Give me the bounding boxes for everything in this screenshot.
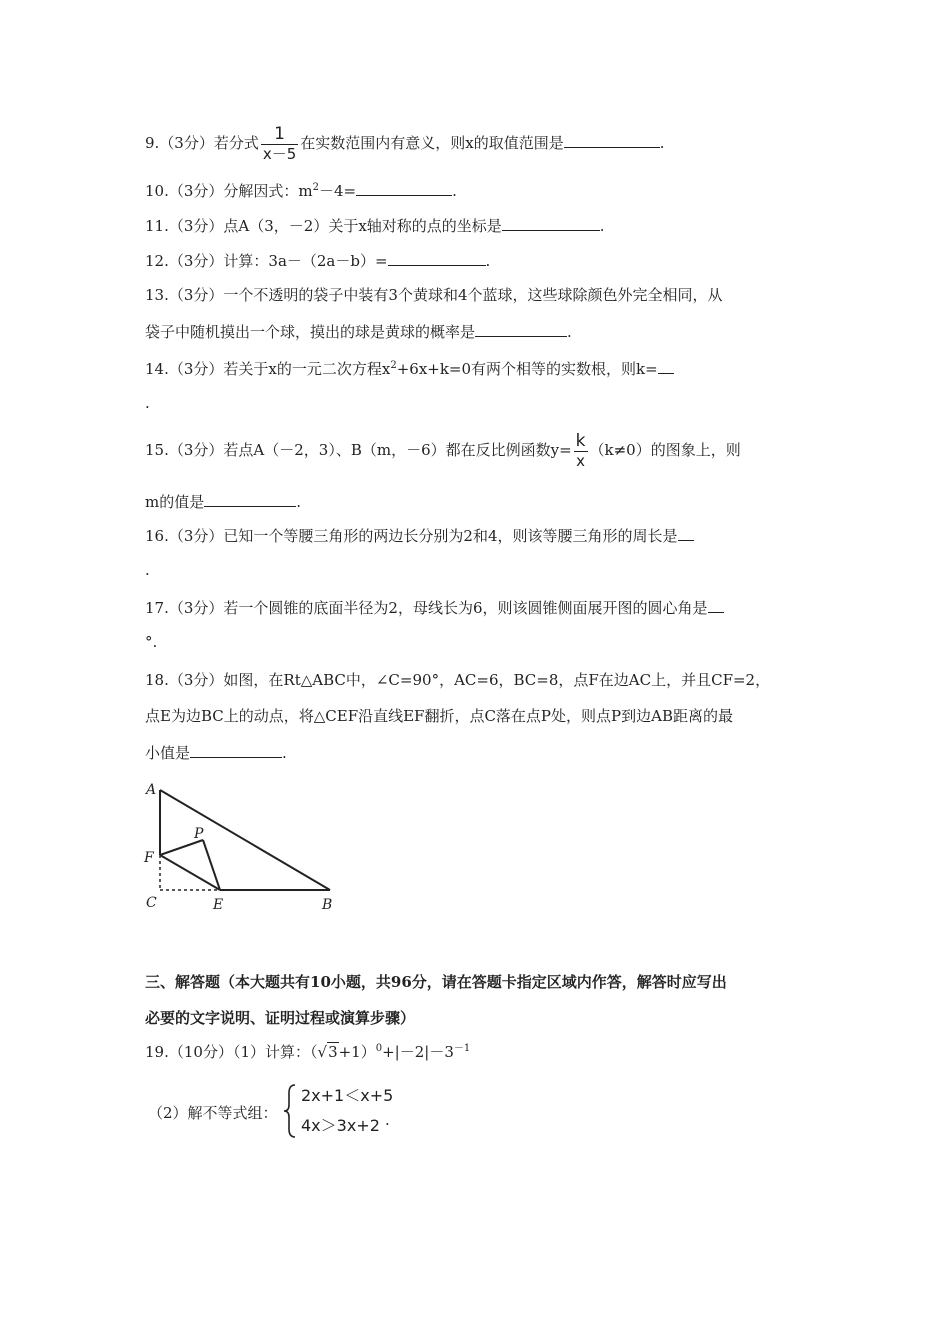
q13-line2: 袋子中随机摸出一个球，摸出的球是黄球的概率是 [145,323,476,341]
q19-radicand: 3 [328,1043,338,1061]
q12-text: 12.（3分）计算：3a－（2a－b）= [145,252,388,270]
q19-mid: +1） [338,1043,376,1061]
q11-end: . [599,217,605,235]
q15-numerator: k [575,431,586,451]
segment-FE [160,855,220,890]
q17-end: °. [145,633,158,651]
sqrt-icon: √ [317,1043,328,1061]
q10-end: . [452,182,457,200]
q19-end: . [385,1111,390,1129]
q9-end: . [659,134,665,152]
q19-part2-prefix: （2）解不等式组： [148,1104,278,1122]
question-18-line-3 [145,742,287,763]
q15-line2: m的值是 [145,493,205,511]
q13-end: . [567,323,572,341]
question-16 [145,525,694,546]
q12-end: . [485,252,491,270]
q13-answer-blank[interactable] [475,321,567,337]
inequality-1: 2x+1＜x+5 [301,1086,394,1105]
segment-AB [160,790,330,890]
q14-answer-blank[interactable] [658,358,674,374]
q9-denominator: x－5 [262,145,297,163]
q18-line2: 点E为边BC上的动点，将△CEF沿直线EF翻折，点C落在点P处，则点P到边AB距离的最 [145,707,733,725]
label-E: E [213,897,224,913]
q9-fraction [261,125,298,163]
question-9 [145,125,665,163]
q10-exponent: 2 [312,182,319,193]
label-C: C [146,895,157,911]
q16-end: . [145,561,150,579]
q18-answer-blank[interactable] [190,742,282,758]
q11-text: 11.（3分）点A（3，－2）关于x轴对称的点的坐标是 [145,217,502,235]
section-3-heading-line-1 [145,971,727,992]
q15-answer-blank[interactable] [204,491,296,507]
q17-answer-blank[interactable] [708,597,724,613]
q9-numerator: 1 [274,124,285,144]
section-3-line2: 必要的文字说明、证明过程或演算步骤） [145,1009,416,1027]
q10-suffix: －4= [319,182,357,200]
q18-line3: 小值是 [145,744,191,762]
q19-exp-zero: 0 [375,1043,383,1054]
q16-text: 16.（3分）已知一个等腰三角形的两边长分别为2和4，则该等腰三角形的周长是 [145,527,678,545]
q17-text: 17.（3分）若一个圆锥的底面半径为2，母线长为6，则该圆锥侧面展开图的圆心角是 [145,599,708,617]
q10-answer-blank[interactable] [356,180,452,196]
inequality-system [283,1083,403,1139]
label-F: F [144,850,154,866]
question-19-part-1 [145,1042,470,1062]
q19-prefix: 19.（10分）（1）计算：（ [145,1043,318,1061]
question-17 [145,597,724,618]
q15-suffix: （k≠0）的图象上，则 [589,441,741,459]
q15-end: . [296,493,302,511]
q15-prefix: 15.（3分）若点A（－2，3）、B（m，－6）都在反比例函数y= [145,441,572,459]
q14-end: . [145,394,150,412]
q9-suffix: 在实数范围内有意义，则x的取值范围是 [300,134,564,152]
question-10 [145,180,457,201]
q9-answer-blank[interactable] [564,132,660,148]
question-14-line-2 [145,393,150,413]
label-A: A [146,782,157,798]
triangle-figure [140,780,350,915]
q14-exponent: 2 [390,360,397,371]
question-18-line-1 [145,670,770,690]
left-brace-icon [283,1083,297,1139]
question-12 [145,250,490,271]
q18-line1: 18.（3分）如图，在Rt△ABC中，∠C=90°，AC=6，BC=8，点F在边AC上，并且CF=2， [145,671,771,689]
q14-prefix: 14.（3分）若关于x的一元二次方程x [145,360,391,378]
q18-end: . [282,744,287,762]
question-17-line-2 [145,632,157,652]
question-19-part-2 [148,1103,278,1123]
question-11 [145,215,605,236]
question-16-line-2 [145,560,150,580]
q15-fraction [574,432,588,470]
segment-FP [160,840,203,855]
q10-prefix: 10.（3分）分解因式：m [145,182,313,200]
q19-exp-neg1: －1 [453,1043,471,1054]
q19-after: +|－2|－3 [382,1043,454,1061]
q19-sqrt [318,1042,339,1062]
label-B: B [322,897,333,913]
question-13-line-1 [145,285,723,305]
question-13-line-2 [145,321,572,342]
q11-answer-blank[interactable] [502,215,600,231]
question-15 [145,432,741,470]
section-3-heading-line-2 [145,1007,415,1028]
question-14 [145,358,674,379]
question-18-line-2 [145,706,733,726]
label-P: P [194,826,204,842]
q14-suffix: +6x+k=0有两个相等的实数根，则k= [396,360,658,378]
q13-line1: 13.（3分）一个不透明的袋子中装有3个黄球和4个蓝球，这些球除颜色外完全相同，从 [145,286,723,304]
inequality-2: 4x＞3x+2 [301,1116,380,1135]
q9-prefix: 9.（3分）若分式 [145,134,259,152]
q12-answer-blank[interactable] [388,250,486,266]
q16-answer-blank[interactable] [678,525,694,541]
q15-denominator: x [574,451,588,470]
question-15-line-2 [145,491,301,512]
section-3-line1: 三、解答题（本大题共有10小题，共96分，请在答题卡指定区域内作答，解答时应写出 [145,973,727,991]
